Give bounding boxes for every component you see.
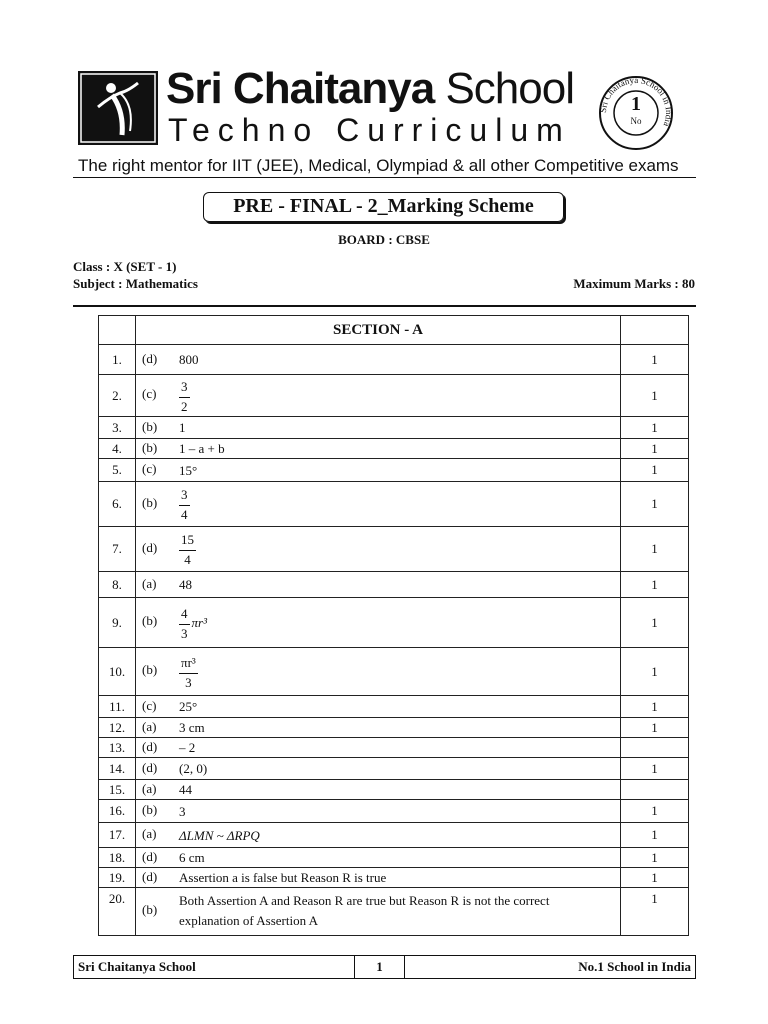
- board-label: BOARD : CBSE: [338, 232, 430, 247]
- brand-name: Sri Chaitanya School: [166, 64, 574, 113]
- page-footer: [73, 955, 696, 979]
- answer-option: (b): [142, 901, 158, 917]
- table-row: [99, 868, 689, 888]
- answer-cell: [136, 848, 621, 868]
- page-number: 1: [355, 956, 405, 979]
- answer-cell: [136, 758, 621, 780]
- fraction-denominator: 2: [181, 398, 188, 414]
- table-row: [99, 598, 689, 648]
- answer-text: (2, 0): [179, 761, 208, 776]
- answer-text: 6 cm: [179, 850, 205, 865]
- fraction-denominator: 3: [181, 625, 188, 641]
- question-number: 11.: [99, 696, 136, 718]
- question-number: 2.: [99, 375, 136, 417]
- marks-cell: 1: [621, 375, 689, 417]
- brand-subtitle: Techno Curriculum: [168, 112, 571, 148]
- marking-table: [98, 315, 689, 936]
- marks-cell: 1: [621, 648, 689, 696]
- table-row: [99, 738, 689, 758]
- svg-text:No: No: [630, 116, 642, 126]
- table-row: [99, 888, 689, 936]
- class-label: Class : X (SET - 1): [73, 259, 177, 274]
- answer-text: 1 – a + b: [179, 441, 225, 456]
- svg-text:Sri Chaitanya School in India: Sri Chaitanya School in India: [597, 74, 675, 128]
- marks-cell: 1: [621, 800, 689, 823]
- table-row: [99, 800, 689, 823]
- answer-text: 800: [179, 352, 199, 367]
- table-row: [99, 718, 689, 738]
- answer-cell: [136, 696, 621, 718]
- answer-option: (a): [142, 718, 157, 734]
- answer-cell: [136, 345, 621, 375]
- marks-cell: 1: [621, 598, 689, 648]
- question-number: 15.: [99, 780, 136, 800]
- page-title: PRE - FINAL - 2_Marking Scheme: [203, 192, 564, 222]
- answer-option: (b): [142, 439, 158, 455]
- answer-cell: [136, 572, 621, 598]
- fraction-numerator: πr³: [179, 654, 198, 674]
- answer-cell: [136, 459, 621, 482]
- answer-option: (d): [142, 539, 158, 555]
- answer-option: (d): [142, 738, 158, 754]
- answer-fraction: [179, 605, 190, 640]
- answer-option: (d): [142, 759, 158, 775]
- answer-option: (d): [142, 868, 158, 884]
- header-marks-cell: [621, 316, 689, 345]
- table-row: [99, 375, 689, 417]
- marks-cell: 1: [621, 823, 689, 848]
- question-number: 19.: [99, 868, 136, 888]
- marks-cell: 1: [621, 718, 689, 738]
- marks-cell: 1: [621, 459, 689, 482]
- marks-cell: 1: [621, 888, 689, 936]
- max-marks-label: Maximum Marks : 80: [573, 276, 695, 291]
- answer-text: 25°: [179, 699, 198, 714]
- answer-option: (b): [142, 613, 158, 629]
- answer-cell: [136, 482, 621, 527]
- answer-text: – 2: [179, 740, 196, 755]
- answer-cell: [136, 868, 621, 888]
- answer-text: Both Assertion A and Reason R are true but Reason R is not the correct explanation of Assertion A: [179, 893, 550, 928]
- section-divider: [73, 305, 696, 307]
- question-number: 10.: [99, 648, 136, 696]
- answer-cell: [136, 888, 621, 936]
- answer-option: (b): [142, 802, 158, 818]
- question-number: 16.: [99, 800, 136, 823]
- table-row: [99, 439, 689, 459]
- fraction-denominator: 3: [185, 674, 192, 690]
- question-number: 6.: [99, 482, 136, 527]
- answer-cell: [136, 439, 621, 459]
- marks-cell: 1: [621, 482, 689, 527]
- answer-text: 44: [179, 782, 192, 797]
- answer-text: 3 cm: [179, 720, 205, 735]
- school-seal-icon: [597, 74, 675, 152]
- answer-cell: [136, 527, 621, 572]
- answer-option: (c): [142, 697, 157, 713]
- answer-option: (b): [142, 494, 158, 510]
- marks-cell: 1: [621, 345, 689, 375]
- marks-cell: 1: [621, 417, 689, 439]
- footer-slogan: No.1 School in India: [405, 956, 696, 979]
- tagline: The right mentor for IIT (JEE), Medical, Olympiad & all other Competitive exams: [78, 156, 679, 175]
- marks-cell: 1: [621, 758, 689, 780]
- fraction-numerator: 4: [179, 605, 190, 625]
- answer-option: (a): [142, 826, 157, 842]
- school-logo: [78, 71, 158, 145]
- answer-cell: [136, 823, 621, 848]
- answer-fraction: [179, 531, 196, 566]
- table-row: [99, 572, 689, 598]
- marks-cell: 1: [621, 572, 689, 598]
- marks-cell: [621, 780, 689, 800]
- answer-fraction: [179, 378, 190, 413]
- question-number: 3.: [99, 417, 136, 439]
- answer-text: 3: [179, 803, 186, 819]
- table-row: [99, 482, 689, 527]
- answer-option: (b): [142, 662, 158, 678]
- question-number: 5.: [99, 459, 136, 482]
- table-row: [99, 848, 689, 868]
- answer-cell: [136, 375, 621, 417]
- header-divider: [73, 177, 696, 178]
- marks-cell: 1: [621, 439, 689, 459]
- subject-label: Subject : Mathematics: [73, 276, 198, 291]
- marks-cell: 1: [621, 696, 689, 718]
- question-number: 8.: [99, 572, 136, 598]
- marks-cell: [621, 738, 689, 758]
- fraction-denominator: 4: [184, 552, 191, 567]
- question-number: 14.: [99, 758, 136, 780]
- footer-school-name: Sri Chaitanya School: [74, 956, 355, 979]
- question-number: 7.: [99, 527, 136, 572]
- answer-option: (c): [142, 461, 157, 477]
- answer-text: 15°: [179, 462, 198, 478]
- table-row: [99, 758, 689, 780]
- answer-text: 48: [179, 577, 192, 592]
- table-row: [99, 648, 689, 696]
- answer-cell: [136, 417, 621, 439]
- table-row: [99, 345, 689, 375]
- question-number: 18.: [99, 848, 136, 868]
- question-number: 17.: [99, 823, 136, 848]
- answer-cell: [136, 738, 621, 758]
- table-row: [99, 417, 689, 439]
- answer-fraction: [179, 654, 198, 689]
- answer-option: (c): [142, 386, 157, 402]
- answer-suffix: πr³: [191, 614, 207, 630]
- table-header-row: [99, 316, 689, 345]
- answer-cell: [136, 780, 621, 800]
- answer-option: (d): [142, 350, 158, 366]
- answer-text: 1: [179, 420, 186, 435]
- svg-text:1: 1: [631, 93, 641, 115]
- marks-cell: 1: [621, 868, 689, 888]
- question-number: 4.: [99, 439, 136, 459]
- table-row: [99, 459, 689, 482]
- answer-cell: [136, 598, 621, 648]
- answer-cell: [136, 718, 621, 738]
- question-number: 9.: [99, 598, 136, 648]
- question-number: 13.: [99, 738, 136, 758]
- answer-option: (a): [142, 575, 157, 591]
- question-number: 12.: [99, 718, 136, 738]
- answer-fraction: [179, 486, 190, 521]
- fraction-numerator: 3: [179, 486, 190, 506]
- question-number: 20.: [99, 888, 136, 936]
- answer-option: (b): [142, 418, 158, 434]
- fraction-denominator: 4: [181, 507, 188, 522]
- section-title: SECTION - A: [136, 316, 621, 345]
- answer-text: Assertion a is false but Reason R is true: [179, 870, 387, 885]
- marks-cell: 1: [621, 848, 689, 868]
- question-number: 1.: [99, 345, 136, 375]
- answer-cell: [136, 648, 621, 696]
- answer-option: (d): [142, 848, 158, 864]
- header-blank-cell: [99, 316, 136, 345]
- answer-option: (a): [142, 780, 157, 796]
- table-row: [99, 823, 689, 848]
- fraction-numerator: 3: [179, 378, 190, 398]
- table-row: [99, 780, 689, 800]
- answer-cell: [136, 800, 621, 823]
- fraction-numerator: 15: [179, 531, 196, 551]
- table-row: [99, 696, 689, 718]
- answer-text: ΔLMN ~ ΔRPQ: [179, 827, 260, 843]
- table-row: [99, 527, 689, 572]
- marks-cell: 1: [621, 527, 689, 572]
